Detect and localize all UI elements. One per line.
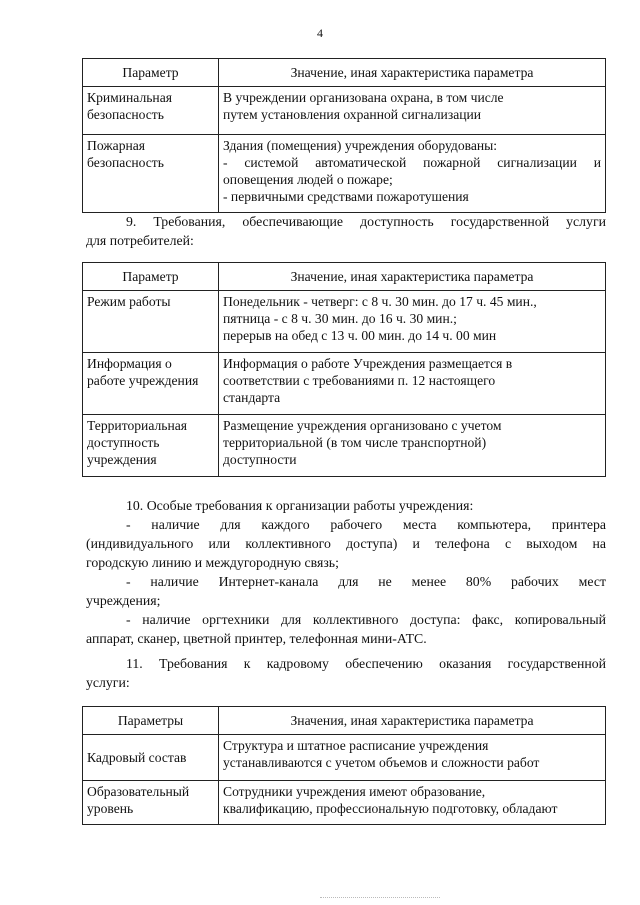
scan-artifact-line	[320, 897, 440, 899]
table-row	[83, 291, 606, 353]
value-cell: Сотрудники учреждения имеют образование, квалификацию, профессиональную подготовку, обладают	[219, 781, 606, 825]
accessibility-table	[82, 262, 606, 477]
param-cell: Территориальная доступность учреждения	[83, 415, 219, 477]
table-header-row	[83, 59, 606, 87]
section-11-text: 11. Требования к кадровому обеспечению оказания государственной услуги:	[86, 656, 606, 690]
value-cell: Понедельник - четверг: с 8 ч. 30 мин. до 17 ч. 45 мин., пятница - с 8 ч. 30 мин. до 16 ч. 30 мин.; перерыв на обед с 13 ч. 00 мин. до 14 ч. 00 мин	[219, 291, 606, 353]
value-cell: Размещение учреждения организовано с учетом территориальной (в том числе транспортной) доступности	[219, 415, 606, 477]
table-row	[83, 135, 606, 213]
value-cell: Здания (помещения) учреждения оборудованы: - системой автоматической пожарной сигнализации и оповещения людей о пожаре; - первичными средствами пожаротушения	[219, 135, 606, 213]
param-cell: Криминальная безопасность	[83, 87, 219, 135]
header-value: Значение, иная характеристика параметра	[219, 59, 606, 87]
section-10-text: 10. Особые требования к организации работы учреждения: - наличие для каждого рабочего места компьютера, принтера (индивидуального или коллективного доступа) и телефона с выходом на городскую линию и междугородную связь; - наличие Интернет-канала для не менее 80% рабочих мест учреждения; - наличие оргтехники для коллективного доступа: факс, копировальный аппарат, сканер, цветной принтер, телефонная мини-АТС.	[86, 498, 606, 646]
header-parameter: Параметр	[83, 263, 219, 291]
value-cell: Структура и штатное расписание учреждения устанавливаются с учетом объемов и сложности работ	[219, 735, 606, 781]
param-cell: Образовательный уровень	[83, 781, 219, 825]
table-row	[83, 781, 606, 825]
value-cell: Информация о работе Учреждения размещается в соответствии с требованиями п. 12 настоящего стандарта	[219, 353, 606, 415]
table-header-row	[83, 707, 606, 735]
value-cell: В учреждении организована охрана, в том числе путем установления охранной сигнализации	[219, 87, 606, 135]
table-row	[83, 735, 606, 781]
header-value: Значение, иная характеристика параметра	[219, 263, 606, 291]
header-value: Значения, иная характеристика параметра	[219, 707, 606, 735]
safety-table	[82, 58, 606, 213]
page-number: 4	[317, 26, 323, 40]
staffing-table	[82, 706, 606, 825]
header-parameter: Параметры	[83, 707, 219, 735]
param-cell: Информация о работе учреждения	[83, 353, 219, 415]
table-row	[83, 87, 606, 135]
param-cell: Режим работы	[83, 291, 219, 353]
header-parameter: Параметр	[83, 59, 219, 87]
param-cell: Кадровый состав	[83, 735, 219, 781]
section-10-title: 10. Особые требования к организации работы учреждения:	[126, 498, 474, 513]
table-row	[83, 353, 606, 415]
table-row	[83, 415, 606, 477]
table-header-row	[83, 263, 606, 291]
param-cell: Пожарная безопасность	[83, 135, 219, 213]
section-9-text: 9. Требования, обеспечивающие доступность государственной услуги для потребителей:	[86, 214, 606, 248]
